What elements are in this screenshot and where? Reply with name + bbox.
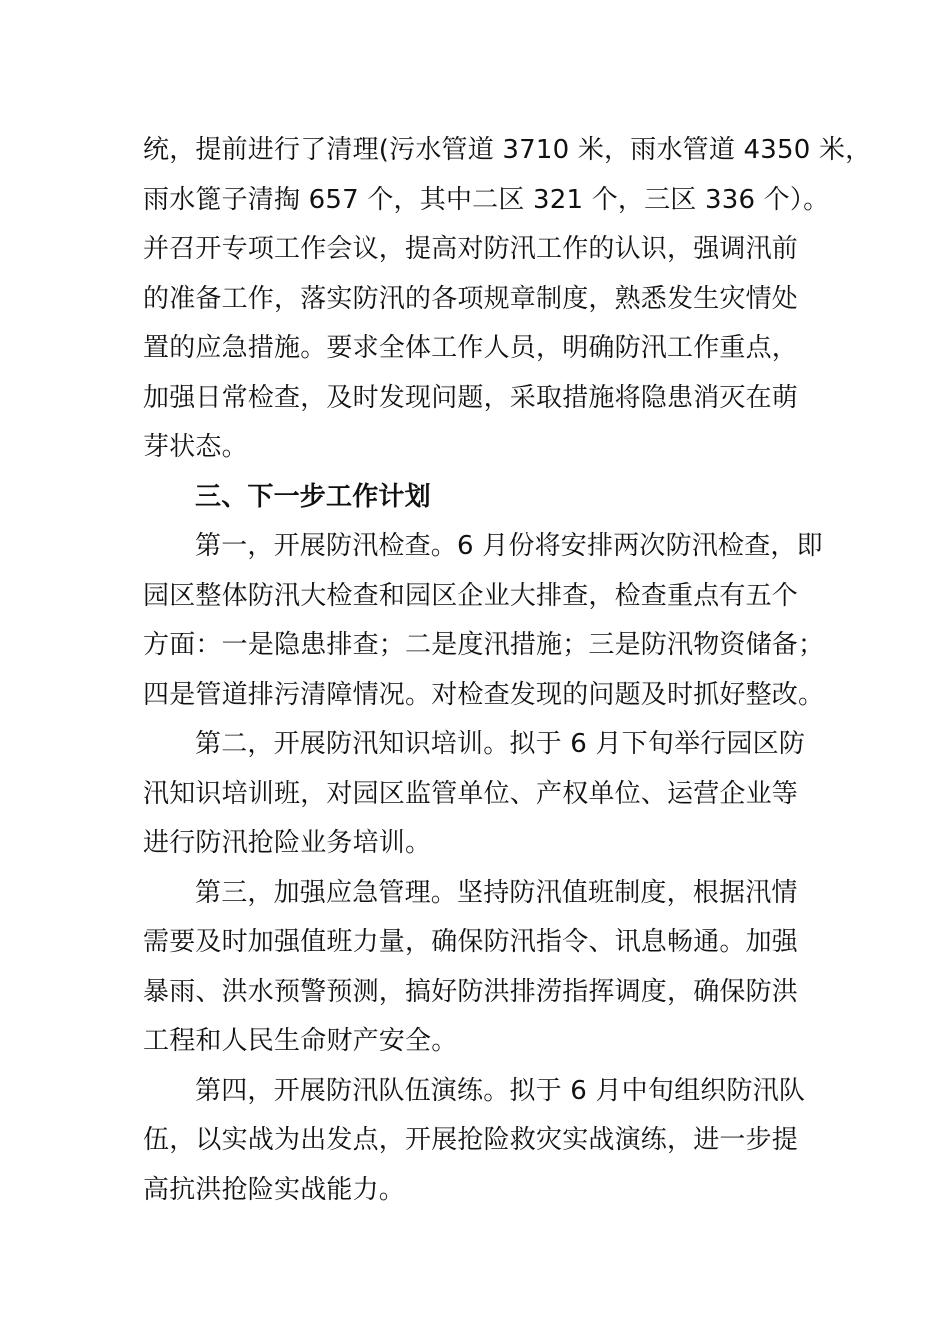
paragraph-line: 第三，加强应急管理。坚持防汛值班制度，根据汛情 (195, 877, 798, 908)
paragraph-line: 雨水篦子清掏 657 个，其中二区 321 个，三区 336 个）。 (143, 184, 830, 215)
paragraph-line: 伍，以实战为出发点，开展抢险救灾实战演练，进一步提 (143, 1125, 799, 1155)
paragraph-line: 置的应急措施。要求全体工作人员，明确防汛工作重点， (143, 333, 799, 363)
paragraph-line: 需要及时加强值班力量，确保防汛指令、讯息畅通。加强 (143, 927, 799, 957)
paragraph-line: 的准备工作，落实防汛的各项规章制度，熟悉发生灾情处 (143, 283, 799, 314)
paragraph-line: 汛知识培训班，对园区监管单位、产权单位、运营企业等 (143, 778, 799, 809)
paragraph-line: 统，提前进行了清理(污水管道 3710 米，雨水管道 4350 米， (143, 135, 872, 165)
paragraph-line: 高抗洪抢险实战能力。 (143, 1174, 406, 1205)
paragraph-line: 园区整体防汛大检查和园区企业大排查，检查重点有五个 (143, 580, 799, 611)
paragraph-line: 第四，开展防汛队伍演练。拟于 6 月中旬组织防汛队 (195, 1075, 806, 1106)
paragraph-line: 第二，开展防汛知识培训。拟于 6 月下旬举行园区防 (195, 729, 806, 759)
document-body (143, 126, 872, 1215)
section-heading: 三、下一步工作计划 (195, 481, 431, 512)
paragraph-line: 芽状态。 (143, 432, 248, 462)
paragraph-line: 方面：一是隐患排查；二是度汛措施；三是防汛物资储备； (143, 630, 825, 660)
paragraph-line: 进行防汛抢险业务培训。 (143, 828, 432, 858)
paragraph-line: 加强日常检查，及时发现问题，采取措施将隐患消灭在萌 (143, 382, 799, 413)
paragraph-line: 暴雨、洪水预警预测，搞好防洪排涝指挥调度，确保防洪 (143, 976, 799, 1007)
paragraph-line: 并召开专项工作会议，提高对防汛工作的认识，强调汛前 (143, 234, 799, 264)
paragraph-line: 工程和人民生命财产安全。 (143, 1026, 458, 1056)
paragraph-line: 第一，开展防汛检查。6 月份将安排两次防汛检查，即 (195, 531, 823, 561)
paragraph-line: 四是管道排污清障情况。对检查发现的问题及时抓好整改。 (143, 679, 825, 710)
